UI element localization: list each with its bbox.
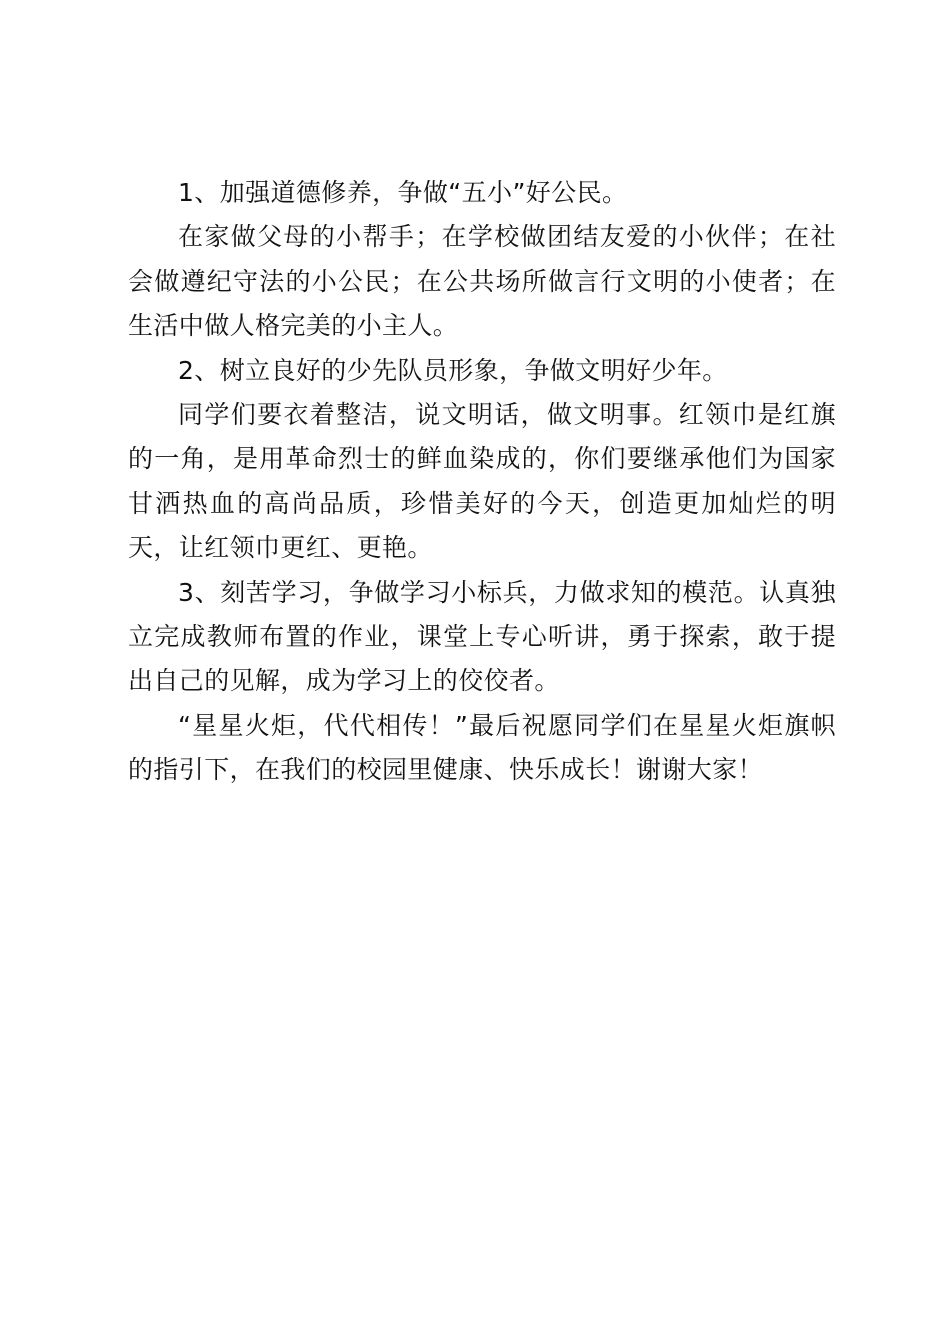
paragraph-closing: “星星火炬，代代相传！”最后祝愿同学们在星星火炬旗帜的指引下，在我们的校园里健康、快乐成长！谢谢大家！	[128, 710, 836, 785]
document-body	[128, 171, 836, 793]
paragraph-point-2-detail: 同学们要衣着整洁，说文明话，做文明事。红领巾是红旗的一角，是用革命烈士的鲜血染成的，你们要继承他们为国家甘洒热血的高尚品质，珍惜美好的今天，创造更加灿烂的明天，让红领巾更红、更艳。	[128, 400, 836, 563]
heading-point-2: 2、树立良好的少先队员形象，争做文明好少年。	[178, 355, 728, 385]
paragraph-point-1-detail: 在家做父母的小帮手；在学校做团结友爱的小伙伴；在社会做遵纪守法的小公民；在公共场所做言行文明的小使者；在生活中做人格完美的小主人。	[128, 222, 836, 341]
heading-point-1: 1、加强道德修养，争做“五小”好公民。	[178, 178, 628, 207]
paragraph-point-3: 3、刻苦学习，争做学习小标兵，力做求知的模范。认真独立完成教师布置的作业，课堂上专心听讲，勇于探索，敢于提出自己的见解，成为学习上的佼佼者。	[128, 577, 836, 696]
